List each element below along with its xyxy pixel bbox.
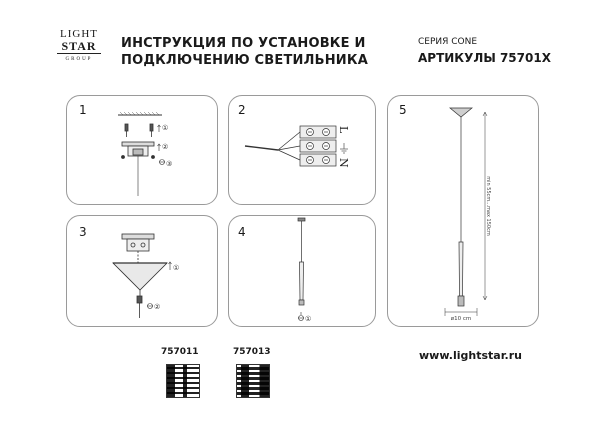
- panel-number-2: 2: [238, 103, 246, 117]
- p3-mark-1: ①: [173, 264, 180, 272]
- p4-mark-1: ①: [305, 315, 312, 323]
- website-url[interactable]: www.lightstar.ru: [419, 349, 522, 362]
- step1-illustration: [118, 112, 162, 196]
- ground-symbol: [340, 143, 348, 153]
- p1-mark-3: ③: [166, 160, 173, 168]
- logo-line3: GROUP: [57, 53, 101, 66]
- wire-label-N: N: [337, 158, 350, 168]
- logo-line1: LIGHT: [60, 28, 98, 40]
- wire-label-L: L: [337, 126, 350, 134]
- title-line1: ИНСТРУКЦИЯ ПО УСТАНОВКЕ И: [121, 36, 366, 51]
- p1-mark-1: ①: [162, 124, 169, 132]
- diameter-dimension-label: ø10 cm: [450, 316, 472, 322]
- panel-number-1: 1: [79, 103, 87, 117]
- qr-code-2: [236, 364, 270, 398]
- article-code-1: 757011: [161, 347, 199, 357]
- p1-mark-2: ②: [162, 143, 169, 151]
- step2-terminal-block: [245, 126, 336, 166]
- qr-code-1: [166, 364, 200, 398]
- articles-label: АРТИКУЛЫ 75701X: [418, 51, 551, 65]
- step4-lamp-illustration: [298, 218, 305, 305]
- step5-dimension-drawing: [445, 108, 487, 316]
- article-code-2: 757013: [233, 347, 271, 357]
- height-dimension-label: min 55cm...max 150cm: [485, 176, 491, 236]
- series-label: СЕРИЯ CONE: [418, 37, 478, 47]
- panel-number-5: 5: [399, 103, 407, 117]
- title-line2: ПОДКЛЮЧЕНИЮ СВЕТИЛЬНИКА: [121, 53, 368, 68]
- logo-line2: STAR: [61, 39, 97, 53]
- panel-number-3: 3: [79, 225, 87, 239]
- panel-number-4: 4: [238, 225, 246, 239]
- p3-mark-2: ②: [154, 303, 161, 311]
